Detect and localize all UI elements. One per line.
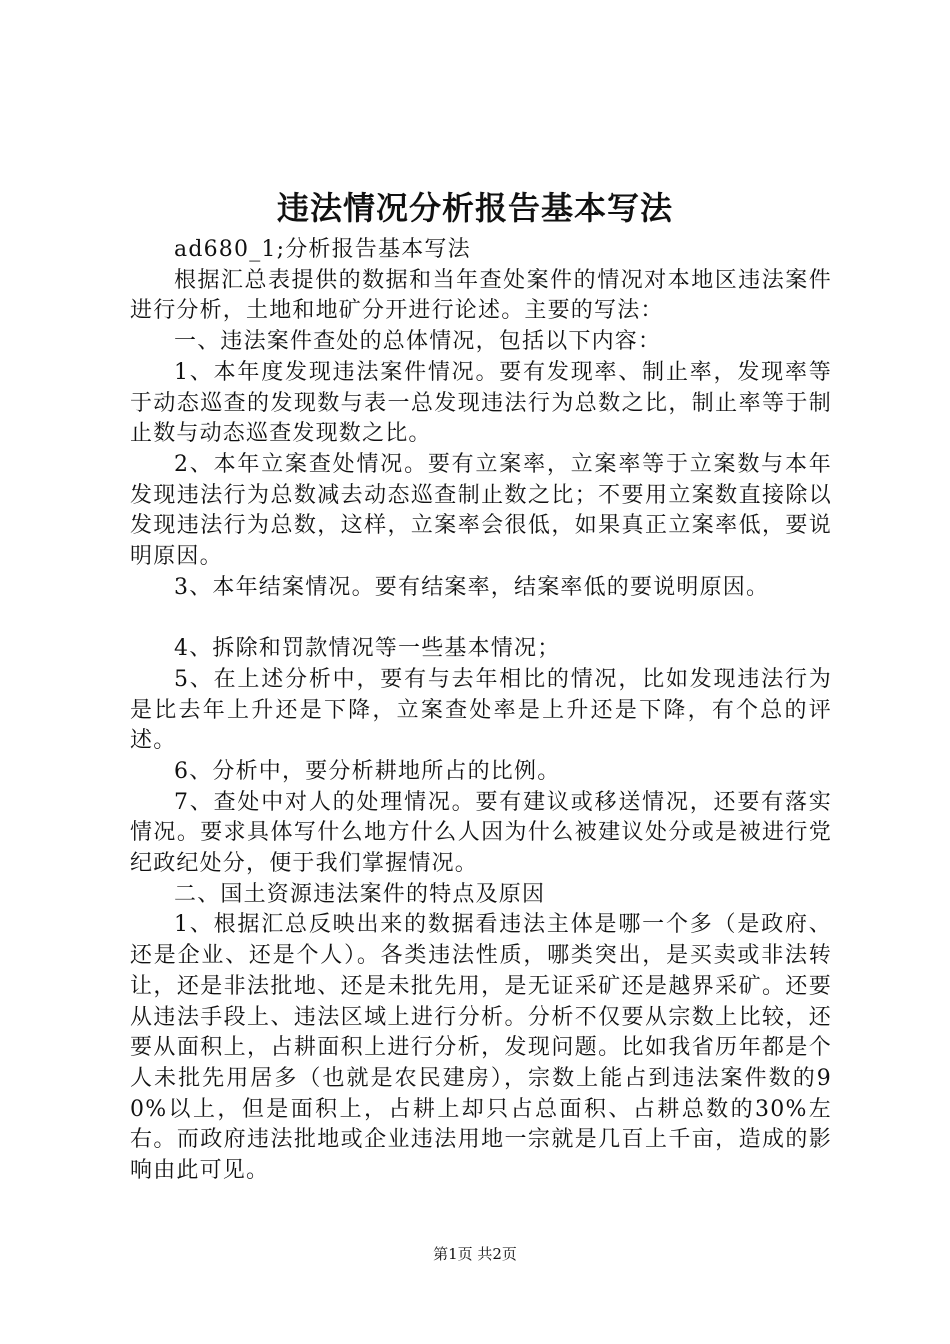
paragraph-item-6: 6、分析中，要分析耕地所占的比例。 (174, 758, 561, 784)
paragraph-source-note: ad680_1;分析报告基本写法 (174, 237, 471, 262)
section-heading-overall: 一、违法案件查处的总体情况，包括以下内容： (174, 329, 662, 355)
paragraph-item-4: 4、拆除和罚款情况等一些基本情况； (174, 636, 561, 662)
paragraph-item-7: 7、查处中对人的处理情况。要有建议或移送情况，还要有落实情况。要求具体写什么地方什么人因为什么被建议处分或是被进行党纪政纪处分，便于我们掌握情况。 (130, 789, 832, 877)
paragraph-item-2: 2、本年立案查处情况。要有立案率，立案率等于立案数与本年发现违法行为总数减去动态巡查制止数之比；不要用立案数直接除以发现违法行为总数，这样，立案率会很低，如果真正立案率低，要说明原因。 (130, 451, 832, 570)
paragraph-item-3: 3、本年结案情况。要有结案率，结案率低的要说明原因。 (174, 574, 770, 600)
paragraph-intro: 根据汇总表提供的数据和当年查处案件的情况对本地区违法案件进行分析，土地和地矿分开进行论述。主要的写法： (130, 267, 832, 324)
paragraph-item-5: 5、在上述分析中，要有与去年相比的情况，比如发现违法行为是比去年上升还是下降，立案查处率是上升还是下降，有个总的评述。 (130, 666, 832, 754)
page-footer: 第1页 共2页 (433, 1245, 517, 1263)
paragraph-item-1: 1、本年度发现违法案件情况。要有发现率、制止率，发现率等于动态巡查的发现数与表一总发现违法行为总数之比，制止率等于制止数与动态巡查发现数之比。 (130, 359, 832, 447)
section-heading-features: 二、国土资源违法案件的特点及原因 (174, 881, 546, 907)
document-body (130, 235, 832, 1187)
paragraph-feature-1: 1、根据汇总反映出来的数据看违法主体是哪一个多（是政府、还是企业、还是个人）。各类违法性质，哪类突出，是买卖或非法转让，还是非法批地、还是未批先用，是无证采矿还是越界采矿。还要从违法手段上、违法区域上进行分析。分析不仅要从宗数上比较，还要从面积上，占耕面积上进行分析，发现问题。比如我省历年都是个人未批先用居多（也就是农民建房），宗数上能占到违法案件数的90%以上，但是面积上，占耕上却只占总面积、占耕总数的30%左右。而政府违法批地或企业违法用地一宗就是几百上千亩，造成的影响由此可见。 (130, 912, 832, 1184)
document-title: 违法情况分析报告基本写法 (276, 189, 673, 227)
